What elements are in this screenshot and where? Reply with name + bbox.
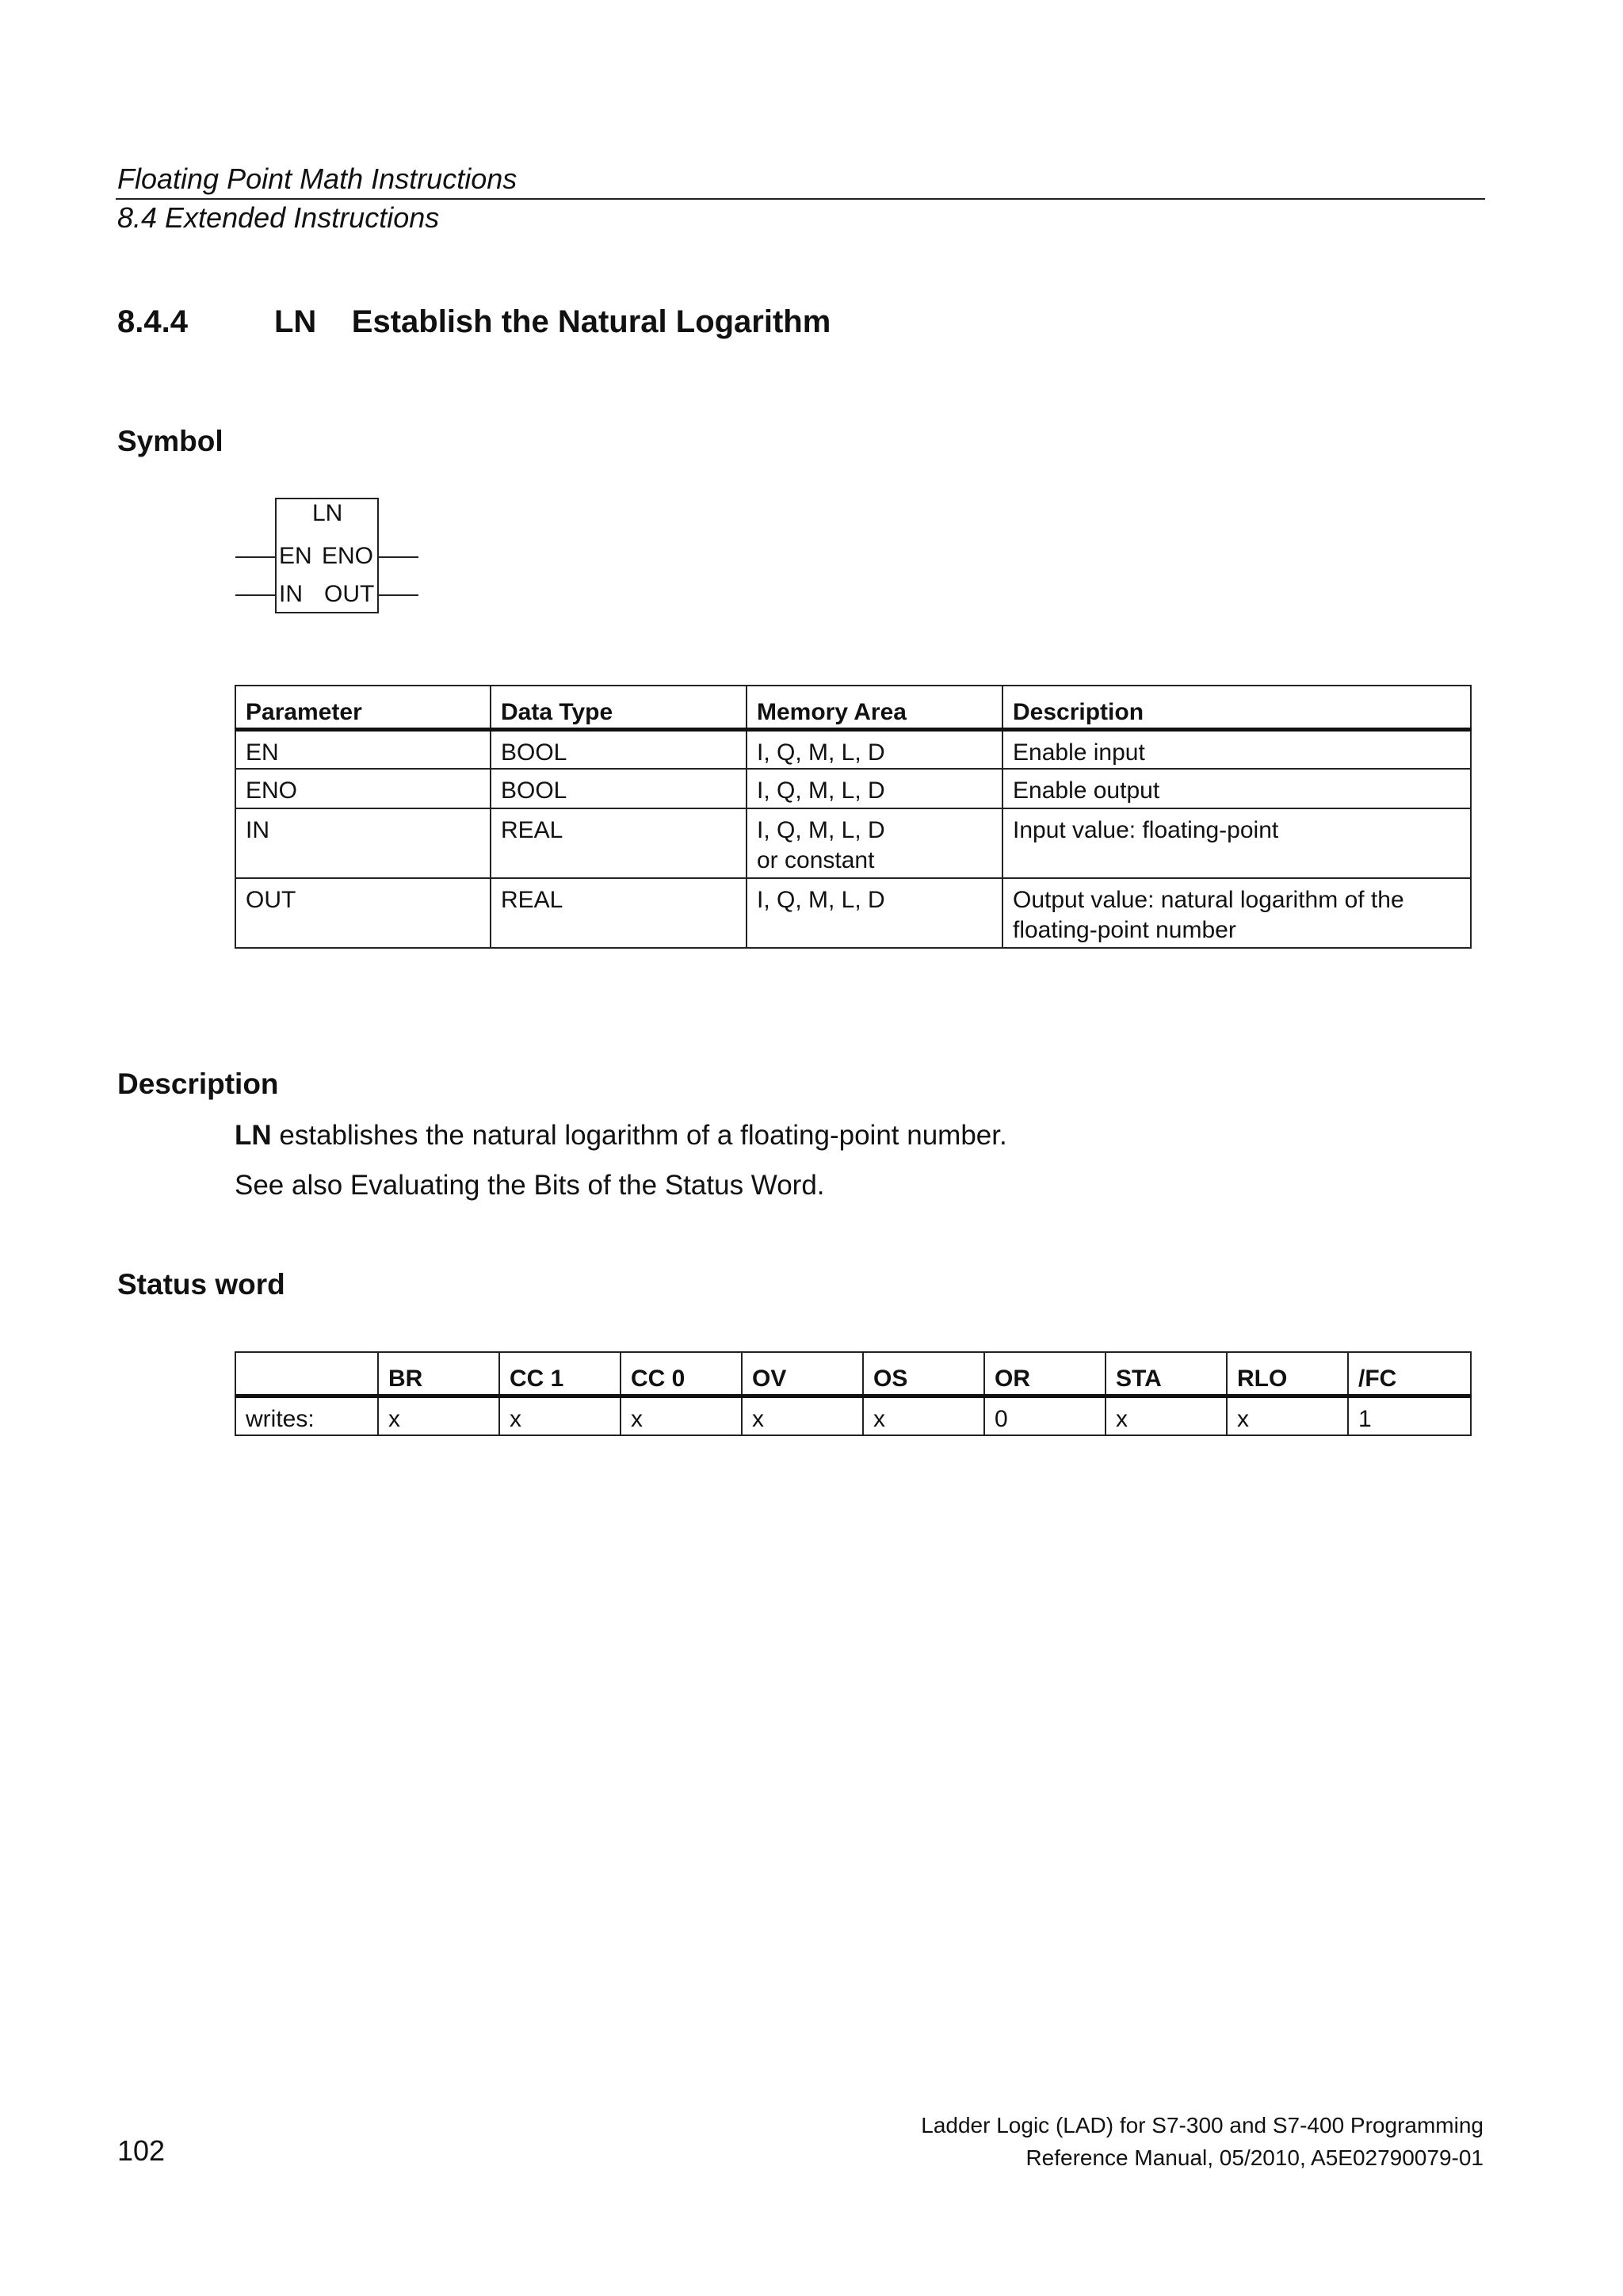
cell-parameter: ENO — [235, 769, 491, 808]
status-header-ov: OV — [742, 1352, 863, 1396]
cell-description: Input value: floating-point — [1002, 808, 1471, 878]
status-cell-ov: x — [742, 1396, 863, 1435]
in-wire — [235, 594, 275, 596]
cell-data-type: BOOL — [491, 729, 747, 769]
cell-memory-area: I, Q, M, L, D — [747, 769, 1002, 808]
col-header-data-type: Data Type — [491, 686, 747, 729]
status-header-or: OR — [984, 1352, 1106, 1396]
symbol-heading: Symbol — [117, 425, 223, 457]
table-row — [235, 808, 1471, 878]
running-header-section: 8.4 Extended Instructions — [117, 201, 440, 234]
status-cell-sta: x — [1106, 1396, 1227, 1435]
table-row — [235, 729, 1471, 769]
header-rule — [116, 198, 1485, 200]
col-header-parameter: Parameter — [235, 686, 491, 729]
parameter-table-header — [235, 686, 1471, 729]
eno-wire — [379, 556, 418, 558]
cell-parameter: IN — [235, 808, 491, 878]
status-header-cc0: CC 0 — [621, 1352, 742, 1396]
status-cell-fc: 1 — [1348, 1396, 1471, 1435]
col-header-memory-area: Memory Area — [747, 686, 1002, 729]
cell-data-type: REAL — [491, 878, 747, 948]
status-word-heading: Status word — [117, 1268, 285, 1301]
table-row — [235, 878, 1471, 948]
out-wire — [379, 594, 418, 596]
status-cell-os: x — [863, 1396, 984, 1435]
running-header-chapter: Floating Point Math Instructions — [117, 162, 517, 195]
cell-parameter: OUT — [235, 878, 491, 948]
status-word-row — [235, 1396, 1471, 1435]
status-header-sta: STA — [1106, 1352, 1227, 1396]
status-header-empty — [235, 1352, 378, 1396]
col-header-description: Description — [1002, 686, 1471, 729]
status-header-cc1: CC 1 — [499, 1352, 621, 1396]
pin-eno: ENO — [322, 543, 374, 569]
status-cell-rlo: x — [1227, 1396, 1348, 1435]
description-line-2: See also Evaluating the Bits of the Status Word. — [235, 1170, 825, 1201]
pin-en: EN — [279, 543, 312, 569]
page-number: 102 — [117, 2134, 166, 2167]
pin-out: OUT — [324, 581, 375, 607]
section-title — [274, 306, 831, 338]
status-header-br: BR — [378, 1352, 499, 1396]
en-wire — [235, 556, 275, 558]
cell-memory-area: I, Q, M, L, D or constant — [747, 808, 1002, 878]
status-header-os: OS — [863, 1352, 984, 1396]
cell-memory-area: I, Q, M, L, D — [747, 729, 1002, 769]
description-line-1-text: establishes the natural logarithm of a floating-point number. — [271, 1120, 1007, 1151]
status-cell-br: x — [378, 1396, 499, 1435]
section-title-text: LN Establish the Natural Logarithm — [274, 304, 831, 339]
cell-parameter: EN — [235, 729, 491, 769]
ln-box-title: LN — [312, 500, 343, 526]
cell-data-type: REAL — [491, 808, 747, 878]
status-header-fc: /FC — [1348, 1352, 1471, 1396]
status-cell-cc0: x — [621, 1396, 742, 1435]
table-row — [235, 769, 1471, 808]
footer-manual-reference: Reference Manual, 05/2010, A5E02790079-01 — [1025, 2145, 1484, 2170]
cell-description: Enable input — [1002, 729, 1471, 769]
section-number: 8.4.4 — [117, 304, 188, 339]
footer-manual-title: Ladder Logic (LAD) for S7-300 and S7-400 Programming — [921, 2113, 1484, 2137]
description-heading: Description — [117, 1068, 279, 1100]
status-word-table — [235, 1351, 1472, 1436]
status-word-header — [235, 1352, 1471, 1396]
status-header-rlo: RLO — [1227, 1352, 1348, 1396]
status-cell-cc1: x — [499, 1396, 621, 1435]
description-keyword: LN — [235, 1120, 272, 1151]
status-cell-or: 0 — [984, 1396, 1106, 1435]
cell-memory-area: I, Q, M, L, D — [747, 878, 1002, 948]
cell-description: Enable output — [1002, 769, 1471, 808]
parameter-table — [235, 685, 1472, 949]
description-line-1 — [235, 1121, 1007, 1149]
cell-data-type: BOOL — [491, 769, 747, 808]
cell-description: Output value: natural logarithm of the floating-point number — [1002, 878, 1471, 948]
status-row-label: writes: — [235, 1396, 378, 1435]
pin-in: IN — [279, 581, 303, 607]
